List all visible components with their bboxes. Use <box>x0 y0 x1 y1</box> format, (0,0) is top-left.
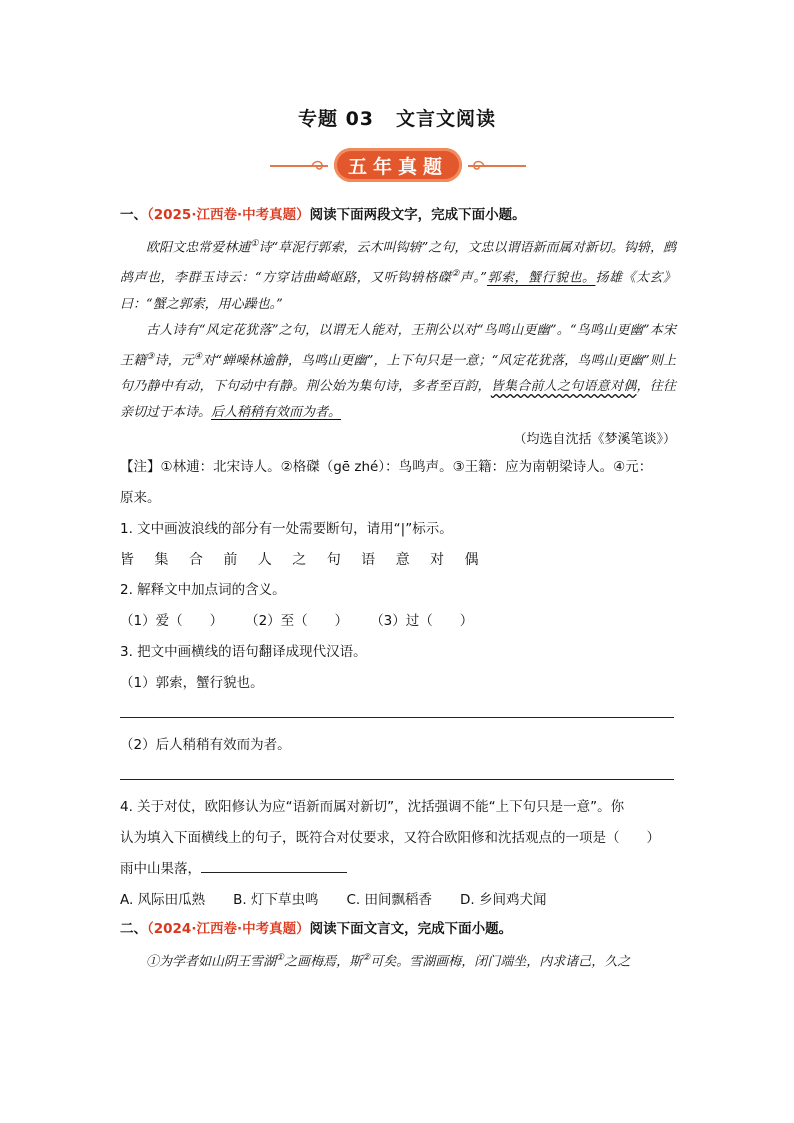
option-a[interactable]: A. 风际田瓜熟 <box>120 891 206 908</box>
page-title: 专题 03 文言文阅读 <box>297 108 497 130</box>
answer-line-2[interactable] <box>120 761 674 780</box>
question-1-source: （2025·江西卷·中考真题） <box>147 207 310 223</box>
sub-question-3-item-1: （1）郭索，蟹行貌也。 <box>120 674 264 691</box>
sub-question-2: 2. 解释文中加点词的含义。 <box>120 581 286 598</box>
answer-line-1[interactable] <box>120 699 674 718</box>
blank-zhi[interactable]: （2）至（ ） <box>245 612 349 629</box>
sub-question-2-blanks <box>120 606 676 637</box>
sub-question-3: 3. 把文中画横线的语句翻译成现代汉语。 <box>120 643 367 660</box>
swirl-left-icon <box>310 158 326 174</box>
sub-question-4: 4. 关于对仗，欧阳修认为应“语新而属对新切”，沈括强调不能“上下句只是一意”。你 认为填入下面横线上的句子，既符合对仗要求，又符合欧阳修和沈括观点的一项是（ ） 雨中山果落， <box>120 798 660 877</box>
sentence-break-text: 皆 集 合 前 人 之 句 语 意 对 偶 <box>120 551 487 568</box>
underlined-sentence-2: 后人稍稍有效而为者。 <box>211 404 342 420</box>
question-2-heading: 二、（2024·江西卷·中考真题）阅读下面文言文，完成下面小题。 <box>120 920 513 937</box>
sub-question-1: 1. 文中画波浪线的部分有一处需要断句，请用“|”标示。 <box>120 520 453 537</box>
blank-ai[interactable]: （1）爱（ ） <box>120 612 224 629</box>
question-2-source: （2024·江西卷·中考真题） <box>147 920 310 937</box>
annotation-notes: 【注】①林逋：北宋诗人。②格磔（gē zhé）：鸟鸣声。③王籍：应为南朝梁诗人。④元： 原来。 <box>120 458 653 506</box>
passage-paragraph-1: 欧阳文忠常爱林逋①诗“草泥行郭索，云木叫钩辀”之句，文忠以谓语新而属对新切。钩辀，鹧鸪声也，李群玉诗云：“方穿诘曲崎岖路，又听钩辀格磔②声。”郭索，蟹行貌也。扬雄《太玄》曰：“蟹之郭索，用心躁也。” <box>120 239 676 312</box>
blank-guo[interactable]: （3）过（ ） <box>370 612 474 629</box>
sub-question-3-item-2: （2）后人稍稍有效而为者。 <box>120 736 291 753</box>
section-banner <box>270 148 526 184</box>
answer-options <box>120 885 676 915</box>
passage-source: （均选自沈括《梦溪笔谈》） <box>513 431 676 447</box>
banner-line-right <box>468 165 526 167</box>
underlined-sentence-1: 郭索，蟹行貌也。 <box>486 270 596 286</box>
main-content <box>120 205 676 975</box>
passage-2-paragraph-1: ①为学者如山阴王雪湖①之画梅焉，斯②可矣。雪湖画梅，闭门端坐，内求诸己，久之 <box>146 952 631 970</box>
banner-badge: 五年真题 <box>334 148 462 182</box>
fill-blank-line[interactable] <box>201 858 347 873</box>
question-1-heading: 一、（2025·江西卷·中考真题）阅读下面两段文字，完成下面小题。 <box>120 207 526 223</box>
option-c[interactable]: C. 田间飘稻香 <box>346 891 432 908</box>
passage-paragraph-2: 古人诗有“风定花犹落”之句，以谓无人能对，王荆公以对“鸟鸣山更幽”。“鸟鸣山更幽”本宋王籍③诗，元④对“蝉噪林逾静，鸟鸣山更幽”，上下句只是一意；“风定花犹落，鸟鸣山更幽”则上句乃静中有动，下句动中有静。荆公始为集句诗，多者至百韵，皆集合前人之句语意对偶，往往亲切过于本诗。后人稍稍有效而为者。 <box>120 322 676 420</box>
option-d[interactable]: D. 乡间鸡犬闻 <box>459 891 547 908</box>
wavy-underlined-phrase: 皆集合前人之句语意对偶 <box>490 378 637 394</box>
option-b[interactable]: B. 灯下草虫鸣 <box>233 891 319 908</box>
